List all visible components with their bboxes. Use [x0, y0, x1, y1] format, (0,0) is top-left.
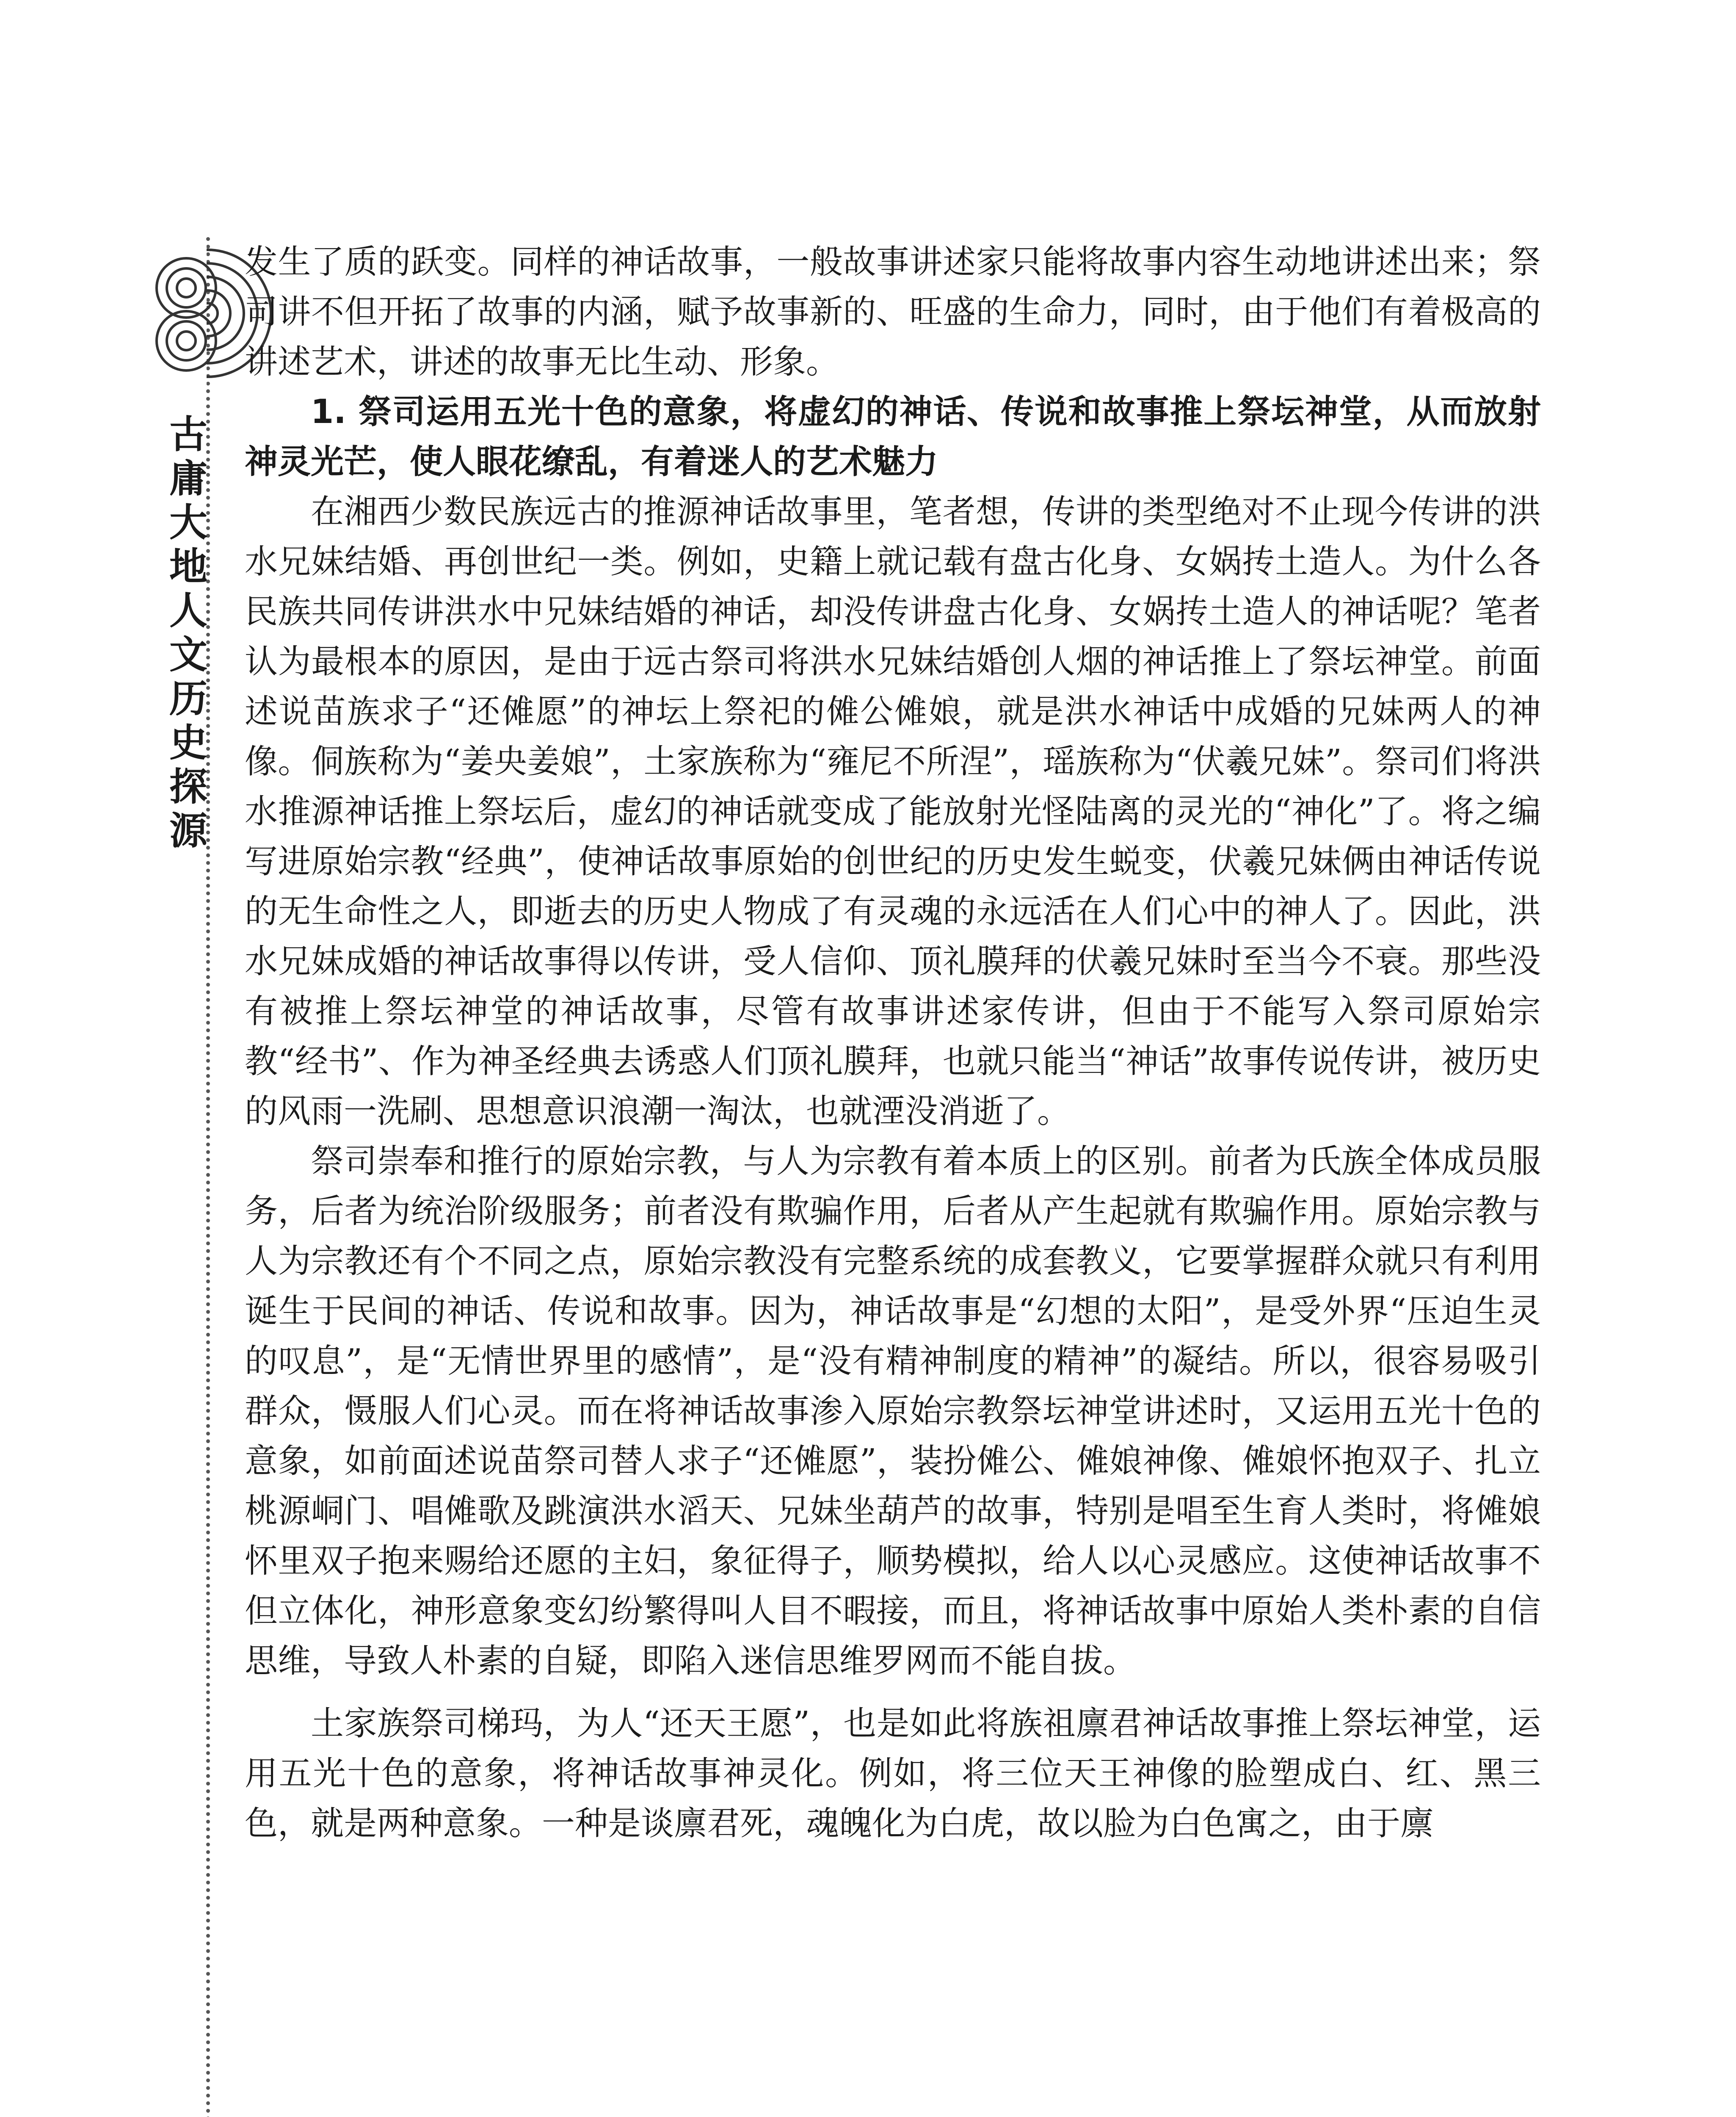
running-title-char: 文: [169, 633, 207, 677]
running-title-char: 历: [169, 677, 207, 721]
paragraph-4: 土家族祭司梯玛，为人“还天王愿”，也是如此将族祖廪君神话故事推上祭坛神堂，运用五光十色的意象，将神话故事神灵化。例如，将三位天王神像的脸塑成白、红、黑三色，就是两种意象。一种是谈廪君死，魂魄化为白虎，故以脸为白色寓之，由于廪: [245, 1705, 1541, 1843]
paragraph-3: 祭司崇奉和推行的原始宗教，与人为宗教有着本质上的区别。前者为氏族全体成员服务，后者为统治阶级服务；前者没有欺骗作用，后者从产生起就有欺骗作用。原始宗教与人为宗教还有个不同之点，原始宗教没有完整系统的成套教义，它要掌握群众就只有利用诞生于民间的神话、传说和故事。因为，神话故事是“幻想的太阳”，是受外界“压迫生灵的叹息”，是“无情世界里的感情”，是“没有精神制度的精神”的凝结。所以，很容易吸引群众，慑服人们心灵。而在将神话故事渗入原始宗教祭坛神堂讲述时，又运用五光十色的意象，如前面述说苗祭司替人求子“还傩愿”，装扮傩公、傩娘神像、傩娘怀抱双子、扎立桃源峒门、唱傩歌及跳演洪水滔天、兄妹坐葫芦的故事，特别是唱至生育人类时，将傩娘怀里双子抱来赐给还愿的主妇，象征得子，顺势模拟，给人以心灵感应。这使神话故事不但立体化，神形意象变幻纷繁得叫人目不暇接，而且，将神话故事中原始人类朴素的自信思维，导致人朴素的自疑，即陷入迷信思维罗网而不能自拔。: [245, 1142, 1541, 1680]
running-title-char: 人: [169, 589, 207, 633]
running-title: [167, 413, 210, 853]
running-title-char: 古: [169, 412, 207, 457]
running-title-char: 源: [169, 809, 207, 853]
section-heading: 1. 祭司运用五光十色的意象，将虚幻的神话、传说和故事推上祭坛神堂，从而放射神灵光芒，使人眼花缭乱，有着迷人的艺术魅力: [245, 393, 1541, 481]
running-title-char: 地: [169, 544, 207, 589]
running-title-char: 大: [169, 500, 207, 545]
running-title-char: 庸: [169, 456, 207, 501]
body-text: [245, 237, 1541, 1849]
paragraph-2: 在湘西少数民族远古的推源神话故事里，笔者想，传讲的类型绝对不止现今传讲的洪水兄妹结婚、再创世纪一类。例如，史籍上就记载有盘古化身、女娲抟土造人。为什么各民族共同传讲洪水中兄妹结婚的神话，却没传讲盘古化身、女娲抟土造人的神话呢？笔者认为最根本的原因，是由于远古祭司将洪水兄妹结婚创人烟的神话推上了祭坛神堂。前面述说苗族求子“还傩愿”的神坛上祭祀的傩公傩娘，就是洪水神话中成婚的兄妹两人的神像。侗族称为“姜央姜娘”，土家族称为“雍尼不所涅”，瑶族称为“伏羲兄妹”。祭司们将洪水推源神话推上祭坛后，虚幻的神话就变成了能放射光怪陆离的灵光的“神化”了。将之编写进原始宗教“经典”，使神话故事原始的创世纪的历史发生蜕变，伏羲兄妹俩由神话传说的无生命性之人，即逝去的历史人物成了有灵魂的永远活在人们心中的神人了。因此，洪水兄妹成婚的神话故事得以传讲，受人信仰、顶礼膜拜的伏羲兄妹时至当今不衰。那些没有被推上祭坛神堂的神话故事，尽管有故事讲述家传讲，但由于不能写入祭司原始宗教“经书”、作为神圣经典去诱惑人们顶礼膜拜，也就只能当“神话”故事传说传讲，被历史的风雨一洗刷、思想意识浪潮一淘汰，也就湮没消逝了。: [245, 493, 1541, 1130]
running-title-char: 史: [169, 721, 207, 765]
running-title-char: 探: [169, 765, 207, 809]
paragraph-1: 发生了质的跃变。同样的神话故事，一般故事讲述家只能将故事内容生动地讲述出来；祭司讲不但开拓了故事的内涵，赋予故事新的、旺盛的生命力，同时，由于他们有着极高的讲述艺术，讲述的故事无比生动、形象。: [245, 243, 1541, 381]
